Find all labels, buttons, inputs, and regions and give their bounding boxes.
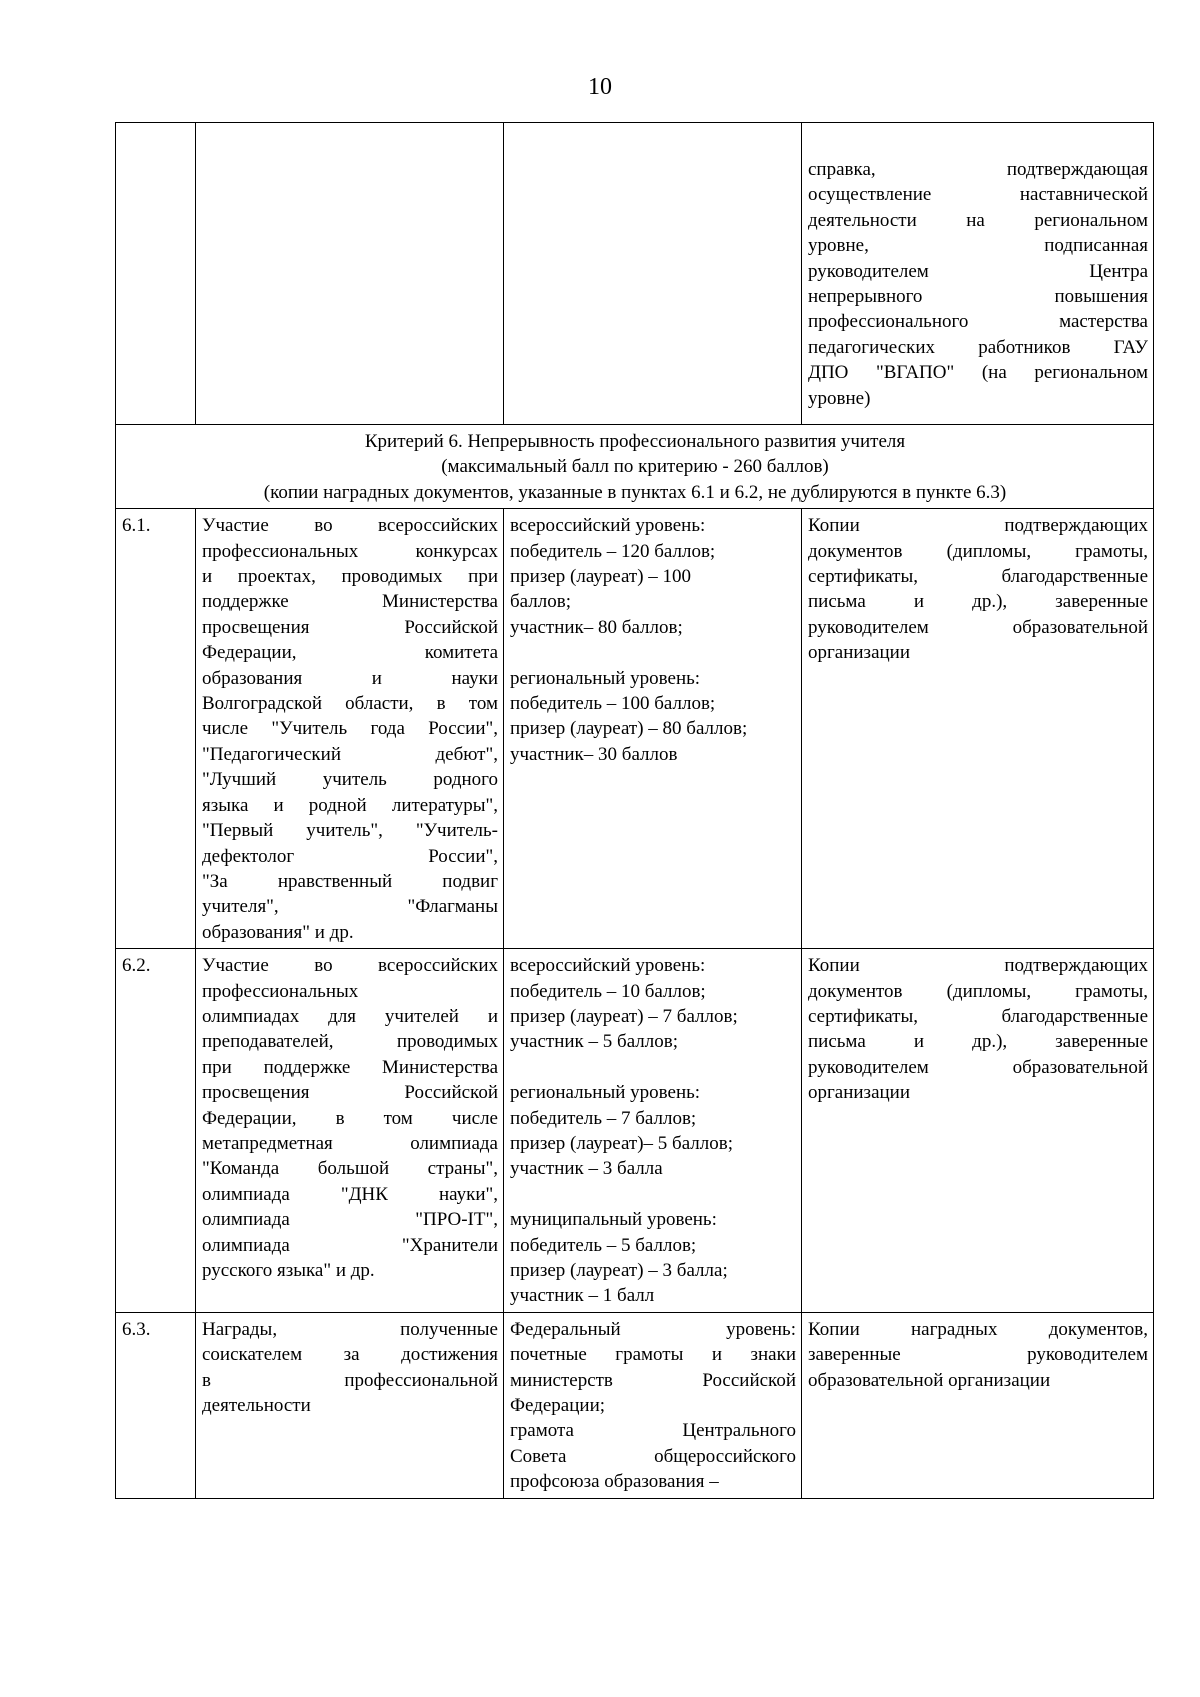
text-line: документов (дипломы, грамоты, xyxy=(808,980,1148,1002)
score-cell xyxy=(504,123,802,425)
row-number: 6.1. xyxy=(116,509,196,949)
indicator-cell xyxy=(196,123,504,425)
text-line: образования и науки xyxy=(202,667,498,689)
text-line: ДПО "ВГАПО" (на региональном xyxy=(808,362,1148,384)
text-line: олимпиада "Хранители xyxy=(202,1234,498,1256)
text-line: Копии наградных документов, xyxy=(808,1318,1148,1340)
score-line: участник– 80 баллов; xyxy=(510,616,683,638)
text-line: деятельности на региональном xyxy=(808,209,1148,231)
text-line: просвещения Российской xyxy=(202,1082,498,1104)
documents-cell xyxy=(802,949,1154,1313)
text-line: соискателем за достижения xyxy=(202,1344,498,1366)
number-cell xyxy=(116,123,196,425)
documents-text xyxy=(808,157,1148,411)
text-line: организации xyxy=(808,642,911,664)
score-line: Федеральный уровень: xyxy=(510,1318,796,1340)
score-cell xyxy=(504,1312,802,1498)
text-line: профессиональных конкурсах xyxy=(202,540,498,562)
block-gap xyxy=(510,640,796,665)
indicator-cell xyxy=(196,1312,504,1498)
text-line: уровне, подписанная xyxy=(808,235,1148,257)
score-line: участник – 1 балл xyxy=(510,1285,655,1307)
score-line: победитель – 120 баллов; xyxy=(510,540,716,562)
score-line: Совета общероссийского xyxy=(510,1445,796,1467)
text-line: сертификаты, благодарственные xyxy=(808,566,1148,588)
text-line: Федерации, в том числе xyxy=(202,1107,498,1129)
text-line: образования" и др. xyxy=(202,921,354,943)
score-line: призер (лауреат) – 3 балла; xyxy=(510,1259,728,1281)
criterion-max-score: (максимальный балл по критерию - 260 баллов) xyxy=(441,456,829,478)
continuation-row xyxy=(116,123,1154,425)
text-line: дефектолог России", xyxy=(202,845,498,867)
text-line: олимпиадах для учителей и xyxy=(202,1005,498,1027)
score-line: победитель – 5 баллов; xyxy=(510,1234,697,1256)
text-line: организации xyxy=(808,1082,911,1104)
documents-text xyxy=(808,513,1148,665)
text-line: преподавателей, проводимых xyxy=(202,1031,498,1053)
text-line: Участие во всероссийских xyxy=(202,515,498,537)
score-line: профсоюза образования – xyxy=(510,1471,719,1493)
text-line: просвещения Российской xyxy=(202,616,498,638)
text-line: числе "Учитель года России", xyxy=(202,718,498,740)
text-line: Участие во всероссийских xyxy=(202,955,498,977)
criteria-table xyxy=(115,122,1154,1499)
indicator-cell xyxy=(196,509,504,949)
score-text xyxy=(510,1317,796,1495)
text-line: Волгоградской области, в том xyxy=(202,693,498,715)
row-number: 6.3. xyxy=(116,1312,196,1498)
score-line: призер (лауреат) – 100 xyxy=(510,566,692,588)
score-line: региональный уровень: xyxy=(510,667,701,689)
text-line: олимпиада "ДНК науки", xyxy=(202,1183,498,1205)
score-line: победитель – 7 баллов; xyxy=(510,1107,697,1129)
criterion-row-6-1 xyxy=(116,509,1154,949)
documents-text xyxy=(808,953,1148,1105)
score-line: призер (лауреат)– 5 баллов; xyxy=(510,1132,734,1154)
documents-text xyxy=(808,1317,1148,1393)
score-cell xyxy=(504,949,802,1313)
documents-cell xyxy=(802,123,1154,425)
score-line: всероссийский уровень: xyxy=(510,955,706,977)
indicator-text xyxy=(202,513,498,945)
text-line: руководителем образовательной xyxy=(808,1056,1148,1078)
score-line: почетные грамоты и знаки xyxy=(510,1344,796,1366)
score-line: участник – 3 балла xyxy=(510,1158,663,1180)
text-line: деятельности xyxy=(202,1395,311,1416)
criterion-header xyxy=(116,425,1154,509)
text-line: справка, подтверждающая xyxy=(808,159,1148,180)
score-line: победитель – 10 баллов; xyxy=(510,980,706,1002)
criterion-note: (копии наградных документов, указанные в пунктах 6.1 и 6.2, не дублируются в пункте 6.3) xyxy=(263,481,1007,503)
text-line: при поддержке Министерства xyxy=(202,1056,498,1078)
criterion-title: Критерий 6. Непрерывность профессионального развития учителя xyxy=(364,431,906,452)
text-line: педагогических работников ГАУ xyxy=(808,336,1148,358)
score-line: грамота Центрального xyxy=(510,1420,796,1442)
score-line: участник– 30 баллов xyxy=(510,743,678,765)
text-line: осуществление наставнической xyxy=(808,184,1148,206)
documents-cell xyxy=(802,1312,1154,1498)
text-line: языка и родной литературы", xyxy=(202,794,498,816)
text-line: письма и др.), заверенные xyxy=(808,1031,1148,1053)
score-text xyxy=(510,953,796,1309)
score-line: победитель – 100 баллов; xyxy=(510,693,716,715)
text-line: учителя", "Флагманы xyxy=(202,896,498,918)
criterion-header-row xyxy=(116,425,1154,509)
indicator-cell xyxy=(196,949,504,1313)
score-text xyxy=(510,513,796,767)
indicator-text xyxy=(202,1317,498,1419)
text-line: "Первый учитель", "Учитель- xyxy=(202,820,498,842)
score-line: баллов; xyxy=(510,591,571,613)
text-line: Копии подтверждающих xyxy=(808,515,1148,537)
block-gap xyxy=(510,1182,796,1207)
score-line: муниципальный уровень: xyxy=(510,1209,717,1231)
page-number: 10 xyxy=(588,74,612,100)
text-line: заверенные руководителем xyxy=(808,1344,1148,1366)
criterion-row-6-2 xyxy=(116,949,1154,1313)
criterion-row-6-3 xyxy=(116,1312,1154,1498)
indicator-text xyxy=(202,953,498,1283)
block-gap xyxy=(510,1055,796,1080)
text-line: непрерывного повышения xyxy=(808,286,1148,308)
score-line: министерств Российской xyxy=(510,1369,796,1391)
text-line: Награды, полученные xyxy=(202,1318,498,1340)
text-line: русского языка" и др. xyxy=(202,1260,375,1281)
score-line: призер (лауреат) – 7 баллов; xyxy=(510,1005,738,1027)
score-line: призер (лауреат) – 80 баллов; xyxy=(510,718,748,740)
text-line: сертификаты, благодарственные xyxy=(808,1005,1148,1027)
documents-cell xyxy=(802,509,1154,949)
text-line: олимпиада "ПРО-IT", xyxy=(202,1209,498,1231)
text-line: письма и др.), заверенные xyxy=(808,591,1148,613)
text-line: "Команда большой страны", xyxy=(202,1158,498,1180)
text-line: "Педагогический дебют", xyxy=(202,743,498,765)
text-line: Копии подтверждающих xyxy=(808,955,1148,977)
text-line: в профессиональной xyxy=(202,1369,498,1391)
text-line: руководителем образовательной xyxy=(808,616,1148,638)
text-line: документов (дипломы, грамоты, xyxy=(808,540,1148,562)
text-line: "За нравственный подвиг xyxy=(202,870,498,892)
score-line: региональный уровень: xyxy=(510,1082,701,1104)
score-cell xyxy=(504,509,802,949)
row-number: 6.2. xyxy=(116,949,196,1313)
text-line: Федерации, комитета xyxy=(202,642,498,664)
score-line: участник – 5 баллов; xyxy=(510,1031,679,1053)
text-line: образовательной организации xyxy=(808,1369,1051,1391)
text-line: профессионального мастерства xyxy=(808,311,1148,333)
text-line: профессиональных xyxy=(202,980,359,1002)
text-line: и проектах, проводимых при xyxy=(202,566,498,588)
text-line: "Лучший учитель родного xyxy=(202,769,498,791)
text-line: метапредметная олимпиада xyxy=(202,1132,498,1154)
text-line: руководителем Центра xyxy=(808,260,1148,282)
score-line: всероссийский уровень: xyxy=(510,515,706,537)
score-line: Федерации; xyxy=(510,1395,606,1416)
text-line: уровне) xyxy=(808,387,871,409)
text-line: поддержке Министерства xyxy=(202,591,498,613)
